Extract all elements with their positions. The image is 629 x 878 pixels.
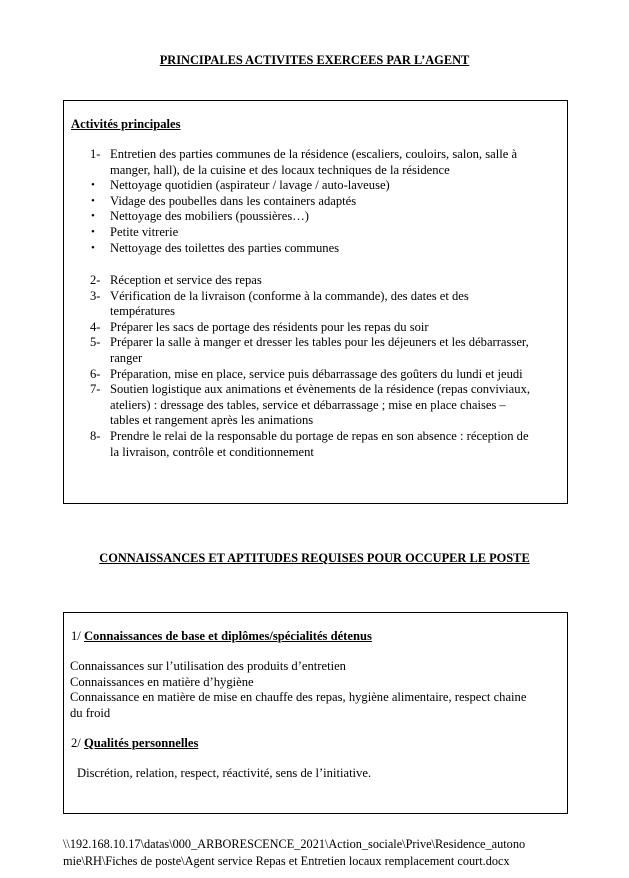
footer-line: \\192.168.10.17\datas\000_ARBORESCENCE_2021\Action_sociale\Prive\Residence_autono xyxy=(63,837,526,851)
activity-bullet-item xyxy=(64,225,560,241)
activity-line: Préparer les sacs de portage des résidents pour les repas du soir xyxy=(110,319,429,334)
bullet-icon: • xyxy=(91,210,95,223)
activity-item-8 xyxy=(64,429,560,460)
skills-box xyxy=(63,612,568,814)
bullet-icon: • xyxy=(91,225,95,238)
section-number: 1/ xyxy=(71,629,81,643)
activity-line: Entretien des parties communes de la résidence (escaliers, couloirs, salon, salle à xyxy=(110,147,518,161)
bullet-icon: • xyxy=(91,194,95,207)
list-number: 5- xyxy=(90,335,101,350)
knowledge-section-title xyxy=(71,629,372,645)
activity-line: Réception et service des repas xyxy=(110,273,262,287)
activity-item-2 xyxy=(64,273,560,289)
bullet-icon: • xyxy=(91,179,95,192)
activity-item-7 xyxy=(64,382,560,429)
activities-heading: PRINCIPALES ACTIVITES EXERCEES PAR L’AGENT xyxy=(159,53,470,67)
list-number: 3- xyxy=(90,288,101,303)
knowledge-line: du froid xyxy=(70,705,111,720)
knowledge-line: Connaissance en matière de mise en chauffe des repas, hygiène alimentaire, respect chaine xyxy=(70,690,527,705)
knowledge-line: Connaissances en matière d’hygiène xyxy=(70,674,254,689)
activity-line: Petite vitrerie xyxy=(110,224,179,239)
bullet-icon: • xyxy=(91,241,95,254)
qualities-line: Discrétion, relation, respect, réactivité, sens de l’initiative. xyxy=(77,766,372,780)
activity-item-3 xyxy=(64,289,560,320)
activities-box xyxy=(63,100,568,504)
activities-box-title: Activités principales xyxy=(71,117,181,131)
knowledge-lines xyxy=(70,659,560,721)
personal-qualities-title xyxy=(71,736,198,752)
activity-line: Préparation, mise en place, service puis débarrassage des goûters du lundi et jeudi xyxy=(110,366,523,381)
activities-list-bottom xyxy=(64,273,564,460)
activity-line: ranger xyxy=(110,350,143,365)
activity-line: températures xyxy=(110,304,176,319)
activity-line: Vérification de la livraison (conforme à la commande), des dates et des xyxy=(110,288,469,303)
activity-line: Vidage des poubelles dans les containers adaptés xyxy=(110,193,357,208)
activity-item-4 xyxy=(64,320,560,336)
activity-line: Soutien logistique aux animations et évènements de la résidence (repas conviviaux, xyxy=(110,382,531,397)
list-number: 4- xyxy=(90,319,101,334)
activity-bullet-item xyxy=(64,194,560,210)
knowledge-line: Connaissances sur l’utilisation des produits d’entretien xyxy=(70,659,346,673)
activity-bullet-item xyxy=(64,178,560,194)
activity-item-6 xyxy=(64,367,560,383)
activity-line: Nettoyage quotidien (aspirateur / lavage / auto-laveuse) xyxy=(110,178,390,193)
section-label: Connaissances de base et diplômes/spécialités détenus xyxy=(83,629,372,643)
activities-list-top xyxy=(64,147,564,256)
activity-line: Prendre le relai de la responsable du portage de repas en son absence : réception de xyxy=(110,428,529,443)
list-number: 6- xyxy=(90,366,101,381)
list-number: 7- xyxy=(90,382,101,397)
activity-line: Nettoyage des toilettes des parties communes xyxy=(110,240,340,255)
list-number: 2- xyxy=(90,273,101,287)
activity-bullet-item xyxy=(64,241,560,257)
activity-line: la livraison, contrôle et conditionnement xyxy=(110,444,314,459)
activity-item-1 xyxy=(64,147,560,178)
activity-line: tables et rangement après les animations xyxy=(110,413,314,428)
activity-item-5 xyxy=(64,335,560,366)
activity-bullet-item xyxy=(64,209,560,225)
activity-line: Nettoyage des mobiliers (poussières…) xyxy=(110,209,310,224)
activity-line: manger, hall), de la cuisine et des locaux techniques de la résidence xyxy=(110,162,450,177)
activity-line: ateliers) : dressage des tables, service et débarrassage ; mise en place chaises – xyxy=(110,397,506,412)
section-label: Qualités personnelles xyxy=(83,736,199,750)
section-number: 2/ xyxy=(71,736,81,750)
list-number: 8- xyxy=(90,428,101,443)
activity-line: Préparer la salle à manger et dresser les tables pour les déjeuners et les débarrasser, xyxy=(110,335,529,350)
list-number: 1- xyxy=(90,147,101,161)
skills-heading: CONNAISSANCES ET APTITUDES REQUISES POUR OCCUPER LE POSTE xyxy=(99,551,530,565)
footer-line: mie\RH\Fiches de poste\Agent service Repas et Entretien locaux remplacement court.docx xyxy=(63,854,510,868)
file-path-footer xyxy=(63,836,563,870)
personal-qualities-lines xyxy=(77,766,557,782)
